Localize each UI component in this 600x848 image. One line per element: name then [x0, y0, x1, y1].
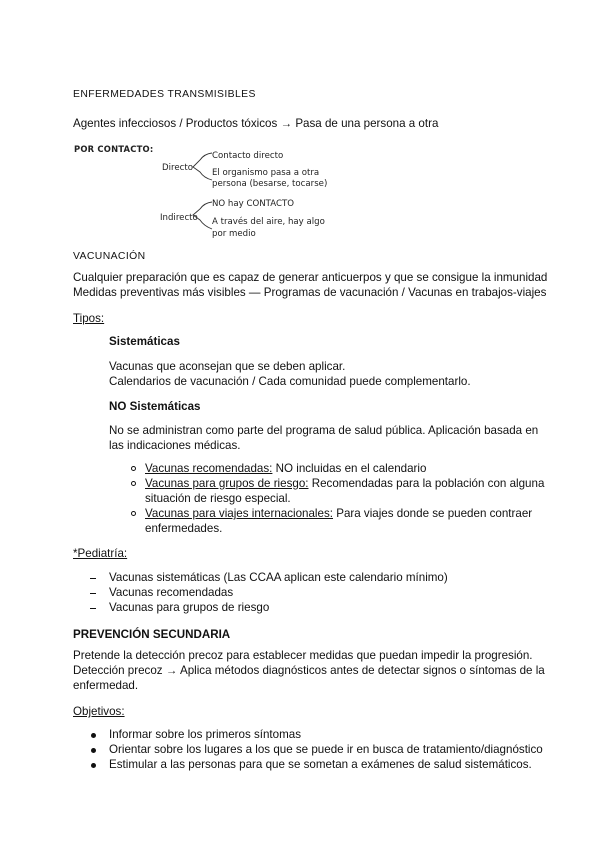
sistematicas-line-2: Calendarios de vacunación / Cada comunidad puede complementarlo.: [109, 375, 471, 388]
diagram-indirecto-branch-2a: A través del aire, hay algo: [212, 217, 325, 227]
vacunacion-line-2: Medidas preventivas más visibles — Programas de vacunación / Vacunas en trabajos-viajes: [73, 286, 547, 299]
circle-bullet-icon: [131, 511, 136, 516]
diagram-title: POR CONTACTO:: [74, 144, 154, 154]
diagram-directo: Directo: [162, 163, 193, 173]
list-item: [145, 476, 544, 491]
diagram-directo-branch-2b: persona (besarse, tocarse): [212, 179, 328, 189]
heading-enfermedades-transmisibles: ENFERMEDADES TRANSMISIBLES: [73, 89, 256, 100]
bullet-icon: [91, 748, 96, 753]
list-item: [145, 461, 426, 476]
tipos-label: Tipos:: [73, 312, 105, 325]
circle-bullet-icon: [131, 481, 136, 486]
list-item: Vacunas recomendadas: [109, 586, 234, 599]
list-item-label: Vacunas para viajes internacionales:: [145, 507, 333, 520]
agentes-line: Agentes infecciosos / Productos tóxicos → Pasa de una persona a otra: [73, 117, 439, 130]
diagram-braces: [190, 148, 214, 238]
heading-prevencion-secundaria: PREVENCIÓN SECUNDARIA: [73, 628, 231, 641]
prevencion-line-2: Detección precoz → Aplica métodos diagnósticos antes de detectar signos o síntomas de la: [73, 664, 545, 677]
list-item-text: NO incluidas en el calendario: [272, 462, 427, 475]
list-item-label: Vacunas para grupos de riesgo:: [145, 477, 309, 490]
list-item: [145, 506, 532, 521]
diagram-indirecto-branch-1: NO hay CONTACTO: [212, 199, 294, 209]
list-item: Informar sobre los primeros síntomas: [109, 728, 302, 741]
bullet-icon: [91, 733, 96, 738]
sistematicas-title: Sistemáticas: [109, 335, 180, 348]
pediatria-label: *Pediatría:: [73, 547, 128, 560]
bullet-icon: [91, 763, 96, 768]
circle-bullet-icon: [131, 466, 136, 471]
no-sistematicas-line-1: No se administran como parte del programa de salud pública. Aplicación basada en: [109, 424, 539, 437]
no-sistematicas-title: NO Sistemáticas: [109, 400, 201, 413]
diagram-directo-branch-2a: El organismo pasa a otra: [212, 168, 320, 178]
vacunacion-line-1: Cualquier preparación que es capaz de generar anticuerpos y que se consigue la inmunidad: [73, 271, 548, 284]
dash-bullet-icon: [90, 593, 96, 594]
dash-bullet-icon: [90, 578, 96, 579]
list-item-text: Para viajes donde se pueden contraer: [332, 507, 533, 520]
list-item: Orientar sobre los lugares a los que se puede ir en busca de tratamiento/diagnóstico: [109, 743, 543, 756]
list-item-text: Recomendadas para la población con alguna: [308, 477, 545, 490]
list-item-continuation: situación de riesgo especial.: [145, 492, 291, 505]
dash-bullet-icon: [90, 608, 96, 609]
heading-vacunacion: VACUNACIÓN: [73, 251, 146, 262]
prevencion-line-1: Pretende la detección precoz para establecer medidas que puedan impedir la progresión.: [73, 649, 533, 662]
prevencion-line-3: enfermedad.: [73, 679, 139, 692]
list-item-label: Vacunas recomendadas:: [145, 462, 273, 475]
diagram-directo-branch-1: Contacto directo: [212, 151, 284, 161]
list-item: Vacunas para grupos de riesgo: [109, 601, 270, 614]
list-item: Vacunas sistemáticas (Las CCAA aplican este calendario mínimo): [109, 571, 448, 584]
sistematicas-line-1: Vacunas que aconsejan que se deben aplicar.: [109, 360, 346, 373]
no-sistematicas-line-2: las indicaciones médicas.: [109, 439, 241, 452]
list-item: Estimular a las personas para que se sometan a exámenes de salud sistemáticos.: [109, 758, 532, 771]
diagram-indirecto-branch-2b: por medio: [212, 229, 256, 239]
objetivos-label: Objetivos:: [73, 705, 125, 718]
diagram-indirecto: Indirecto: [160, 213, 198, 223]
list-item-continuation: enfermedades.: [145, 522, 223, 535]
